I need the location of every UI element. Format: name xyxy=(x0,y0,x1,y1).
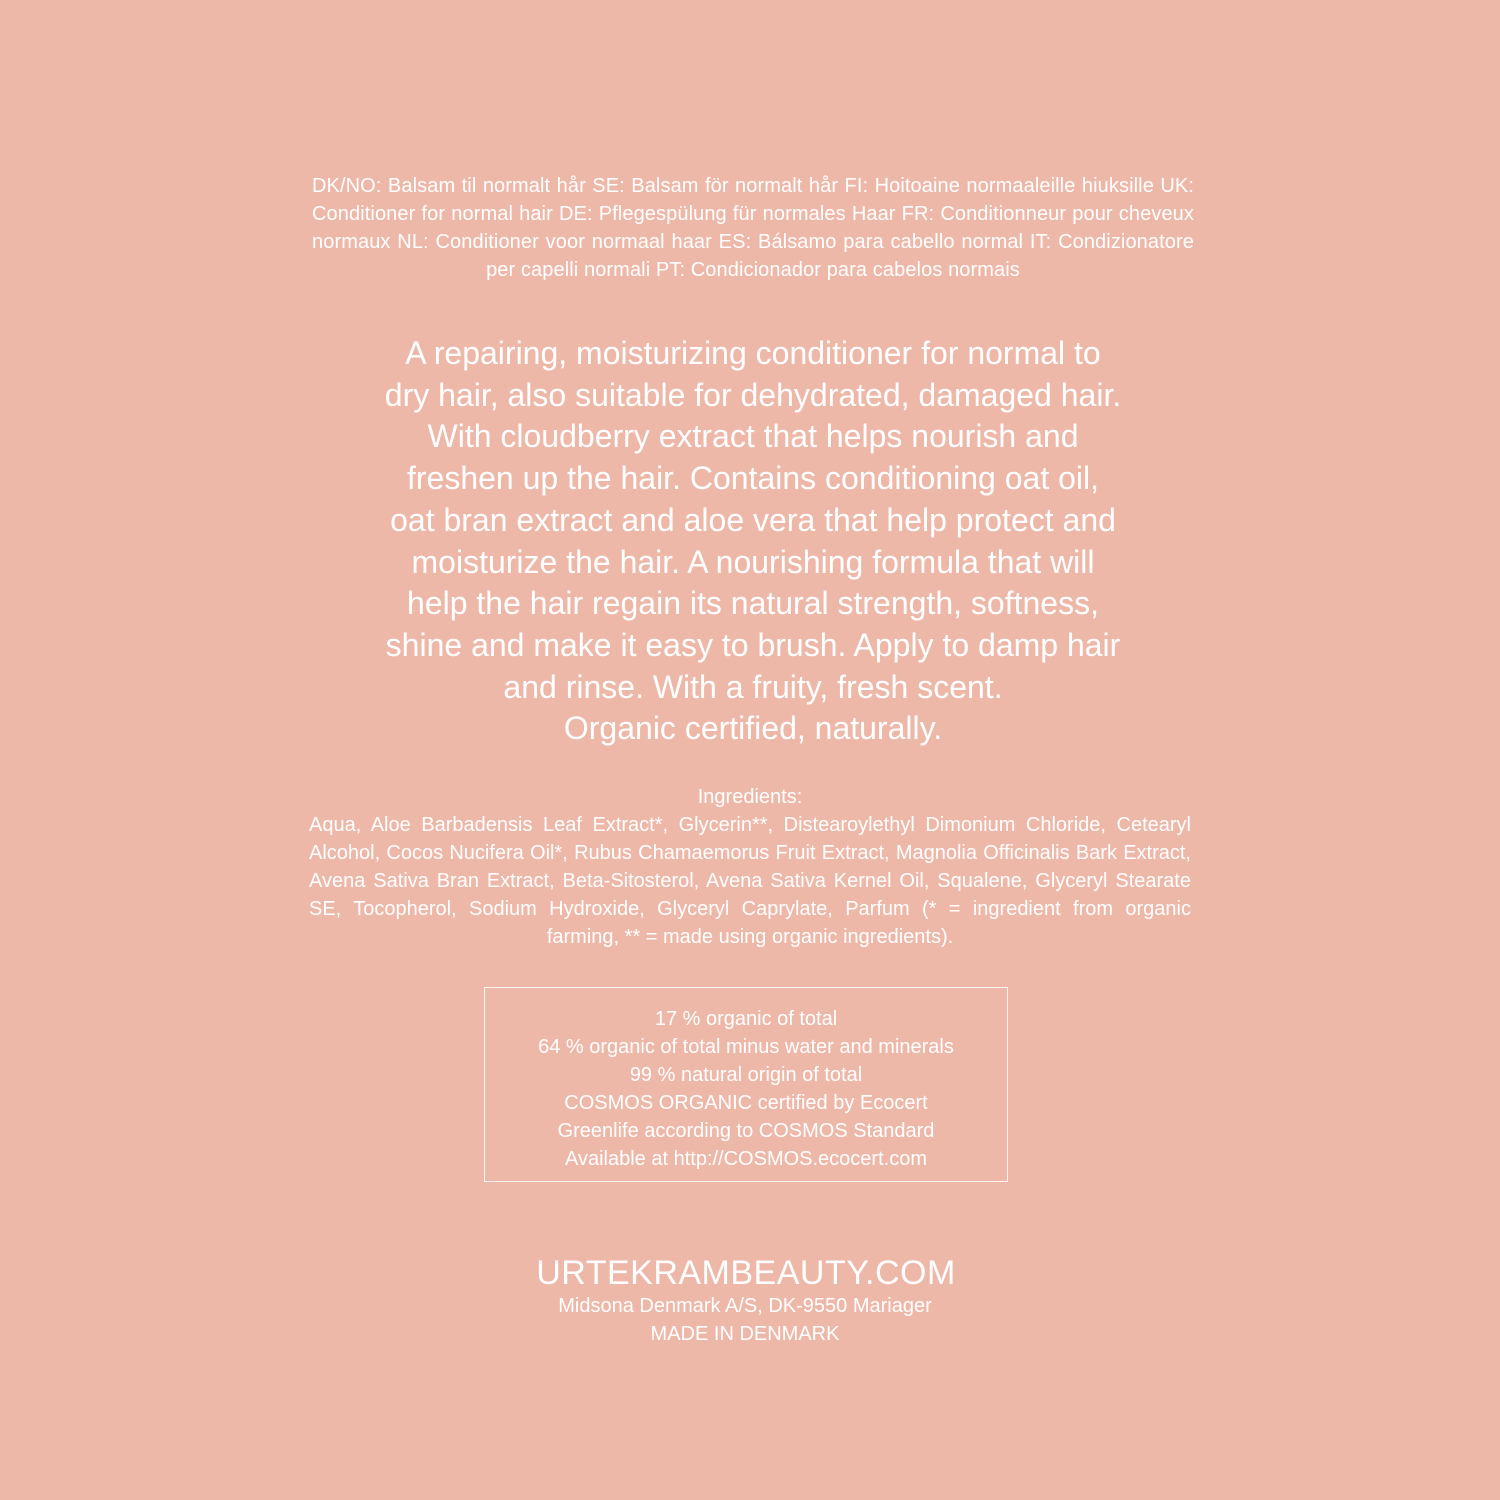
certification-line-natural-origin: 99 % natural origin of total xyxy=(629,1064,863,1086)
certification-line-greenlife: Greenlife according to COSMOS Standard xyxy=(557,1120,935,1142)
ingredients-heading: Ingredients: xyxy=(697,786,803,808)
certification-lines xyxy=(485,1005,1007,1173)
product-name-translations: DK/NO: Balsam til normalt hår SE: Balsam för normalt hår FI: Hoitoaine normaaleille hiuksille UK: Conditioner for normal hair DE: Pflegespülung für normales Haar FR: Conditionneur pour cheveux normaux NL: Conditioner voor normaal haar ES: Bálsamo para cabello normal IT: Condizionatore per capelli normali PT: Condicionador para cabelos normais xyxy=(312,175,1194,281)
certification-line-organic-total: 17 % organic of total xyxy=(654,1008,838,1030)
certification-box xyxy=(484,987,1008,1182)
certification-line-organic-minus-water: 64 % organic of total minus water and minerals xyxy=(538,1036,954,1058)
certification-line-cosmos: COSMOS ORGANIC certified by Ecocert xyxy=(564,1092,928,1114)
made-in-label: MADE IN DENMARK xyxy=(650,1323,840,1345)
brand-website: URTEKRAMBEAUTY.COM xyxy=(536,1254,956,1292)
company-address: Midsona Denmark A/S, DK-9550 Mariager xyxy=(558,1295,932,1317)
ingredients-list: Aqua, Aloe Barbadensis Leaf Extract*, Glycerin**, Distearoylethyl Dimonium Chloride, Cetearyl Alcohol, Cocos Nucifera Oil*, Rubus Chamaemorus Fruit Extract, Magnolia Officinalis Bark Extract, Avena Sativa Bran Extract, Beta-Sitosterol, Avena Sativa Kernel Oil, Squalene, Glyceryl Stearate SE, Tocopherol, Sodium Hydroxide, Glyceryl Caprylate, Parfum (* = ingredient from organic farming, ** = made using organic ingredients). xyxy=(309,814,1191,948)
certification-line-available-at: Available at http://COSMOS.ecocert.com xyxy=(564,1148,927,1170)
product-description: A repairing, moisturizing conditioner for normal to dry hair, also suitable for dehydrated, damaged hair. With cloudberry extract that helps nourish and freshen up the hair. Contains conditioning oat oil, oat bran extract and aloe vera that help protect and moisturize the hair. A nourishing formula that will help the hair regain its natural strength, softness, shine and make it easy to brush. Apply to damp hair and rinse. With a fruity, fresh scent. Organic certified, naturally. xyxy=(384,335,1122,747)
